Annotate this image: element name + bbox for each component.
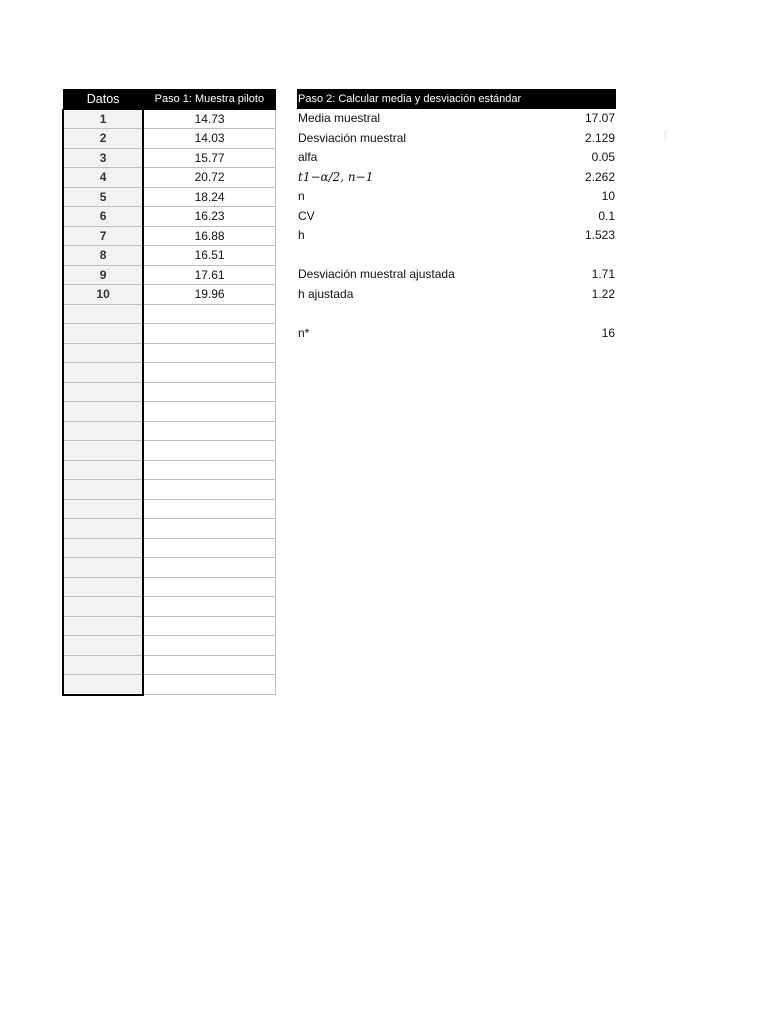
row-index-cell[interactable]: 7 xyxy=(63,226,143,246)
calc-row xyxy=(297,226,616,246)
header-datos[interactable]: Datos xyxy=(63,90,143,110)
row-index-cell[interactable] xyxy=(63,538,143,558)
row-index-cell[interactable] xyxy=(63,421,143,441)
row-index-cell[interactable] xyxy=(63,324,143,344)
calculation-panel xyxy=(297,89,616,343)
table-row xyxy=(63,343,276,363)
sample-value-cell[interactable] xyxy=(143,636,275,656)
calculation-rows xyxy=(297,109,616,343)
table-row xyxy=(63,382,276,402)
row-index-cell[interactable]: 1 xyxy=(63,109,143,129)
row-index-cell[interactable] xyxy=(63,519,143,539)
table-row xyxy=(63,655,276,675)
table-row xyxy=(63,597,276,617)
table-row xyxy=(63,285,276,305)
sample-value-cell[interactable] xyxy=(143,499,275,519)
sample-value-cell[interactable] xyxy=(143,519,275,539)
table-header-row xyxy=(63,90,276,110)
calc-value[interactable]: 10 xyxy=(601,189,615,203)
sample-value-cell[interactable] xyxy=(143,558,275,578)
row-index-cell[interactable] xyxy=(63,363,143,383)
sample-value-cell[interactable] xyxy=(143,402,275,422)
row-index-cell[interactable]: 8 xyxy=(63,246,143,266)
row-index-cell[interactable] xyxy=(63,636,143,656)
table-row xyxy=(63,577,276,597)
row-index-cell[interactable] xyxy=(63,480,143,500)
table-row xyxy=(63,616,276,636)
sample-value-cell[interactable] xyxy=(143,577,275,597)
row-index-cell[interactable] xyxy=(63,382,143,402)
calc-label[interactable]: CV xyxy=(298,208,315,223)
table-row xyxy=(63,109,276,129)
row-index-cell[interactable] xyxy=(63,499,143,519)
row-index-cell[interactable] xyxy=(63,655,143,675)
calc-label[interactable]: Media muestral xyxy=(298,111,381,125)
sample-value-cell[interactable] xyxy=(143,363,275,383)
table-row xyxy=(63,421,276,441)
table-row xyxy=(63,499,276,519)
calc-label[interactable]: alfa xyxy=(298,150,318,164)
sample-value-cell[interactable]: 15.77 xyxy=(143,148,275,168)
row-index-cell[interactable] xyxy=(63,343,143,363)
table-row xyxy=(63,441,276,461)
table-row xyxy=(63,480,276,500)
table-row xyxy=(63,363,276,383)
sample-value-cell[interactable]: 17.61 xyxy=(143,265,275,285)
table-row xyxy=(63,675,276,695)
calc-row xyxy=(297,187,616,207)
calc-row xyxy=(297,207,616,227)
row-index-cell[interactable] xyxy=(63,577,143,597)
row-index-cell[interactable]: 3 xyxy=(63,148,143,168)
sample-value-cell[interactable] xyxy=(143,675,275,695)
sample-value-cell[interactable] xyxy=(143,597,275,617)
table-row xyxy=(63,246,276,266)
sample-value-cell[interactable] xyxy=(143,441,275,461)
sample-value-cell[interactable]: 16.23 xyxy=(143,207,275,227)
calc-label[interactable]: Desviación muestral xyxy=(298,130,407,145)
row-index-cell[interactable]: 10 xyxy=(63,285,143,305)
sample-value-cell[interactable]: 16.88 xyxy=(143,226,275,246)
row-index-cell[interactable]: 5 xyxy=(63,187,143,207)
table-body xyxy=(63,109,276,695)
sample-value-cell[interactable] xyxy=(143,324,275,344)
row-index-cell[interactable] xyxy=(63,597,143,617)
table-row xyxy=(63,226,276,246)
table-row xyxy=(63,460,276,480)
sample-value-cell[interactable] xyxy=(143,616,275,636)
row-index-cell[interactable]: 4 xyxy=(63,168,143,188)
sample-value-cell[interactable]: 19.96 xyxy=(143,285,275,305)
table-row xyxy=(63,304,276,324)
row-index-cell[interactable] xyxy=(63,402,143,422)
sample-value-cell[interactable]: 14.03 xyxy=(143,129,275,149)
sample-value-cell[interactable] xyxy=(143,480,275,500)
calc-label[interactable]: 𝑡1−𝛼/2, 𝑛−1 xyxy=(298,169,374,184)
row-index-cell[interactable] xyxy=(63,675,143,695)
table-row xyxy=(63,265,276,285)
row-index-cell[interactable] xyxy=(63,558,143,578)
table-row xyxy=(63,207,276,227)
row-index-cell[interactable]: 2 xyxy=(63,129,143,149)
row-index-cell[interactable] xyxy=(63,460,143,480)
calc-row xyxy=(297,285,616,305)
blank-row xyxy=(297,246,616,266)
calc-label[interactable]: h ajustada xyxy=(298,286,354,301)
table-row xyxy=(63,519,276,539)
sample-value-cell[interactable]: 14.73 xyxy=(143,109,275,129)
calc-label[interactable]: n xyxy=(298,189,305,203)
paso-2-header[interactable]: Paso 2: Calcular media y desviación estándar xyxy=(297,89,616,109)
calc-row xyxy=(297,109,616,129)
table-row xyxy=(63,636,276,656)
sample-value-cell[interactable] xyxy=(143,538,275,558)
sample-value-cell[interactable] xyxy=(143,655,275,675)
header-paso-1[interactable]: Paso 1: Muestra piloto xyxy=(143,90,275,110)
calc-row xyxy=(297,265,616,285)
calc-value[interactable]: 17.07 xyxy=(584,111,615,125)
calc-value[interactable]: 1.22 xyxy=(591,286,615,301)
sample-data-table xyxy=(62,89,276,696)
row-index-cell[interactable]: 9 xyxy=(63,265,143,285)
sample-value-cell[interactable] xyxy=(143,460,275,480)
table-row xyxy=(63,187,276,207)
sample-value-cell[interactable]: 20.72 xyxy=(143,168,275,188)
calc-label[interactable]: h xyxy=(298,228,305,242)
calc-label[interactable]: n* xyxy=(298,325,310,340)
calc-value[interactable]: 1.71 xyxy=(591,267,615,281)
sample-value-cell[interactable] xyxy=(143,343,275,363)
table-row xyxy=(63,168,276,188)
sample-value-cell[interactable]: 16.51 xyxy=(143,246,275,266)
table-row xyxy=(63,538,276,558)
table-row xyxy=(63,129,276,149)
table-row xyxy=(63,324,276,344)
calc-row xyxy=(297,129,616,149)
row-index-cell[interactable]: 6 xyxy=(63,207,143,227)
calc-label[interactable]: Desviación muestral ajustada xyxy=(298,267,455,281)
blank-row xyxy=(297,304,616,324)
calc-row xyxy=(297,324,616,344)
calc-value[interactable]: 16 xyxy=(601,325,615,340)
table-row xyxy=(63,148,276,168)
calc-value[interactable]: 2.129 xyxy=(584,130,615,145)
sample-value-cell[interactable] xyxy=(143,304,275,324)
sample-value-cell[interactable]: 18.24 xyxy=(143,187,275,207)
sample-value-cell[interactable] xyxy=(143,421,275,441)
calc-value[interactable]: 1.523 xyxy=(584,228,615,242)
calc-row xyxy=(297,168,616,188)
calc-value[interactable]: 2.262 xyxy=(584,169,615,184)
row-index-cell[interactable] xyxy=(63,304,143,324)
stray-cell-mark xyxy=(664,130,667,140)
calc-value[interactable]: 0.05 xyxy=(591,150,615,164)
sample-value-cell[interactable] xyxy=(143,382,275,402)
table-row xyxy=(63,558,276,578)
row-index-cell[interactable] xyxy=(63,616,143,636)
calc-value[interactable]: 0.1 xyxy=(598,208,615,223)
calc-row xyxy=(297,148,616,168)
row-index-cell[interactable] xyxy=(63,441,143,461)
table-row xyxy=(63,402,276,422)
